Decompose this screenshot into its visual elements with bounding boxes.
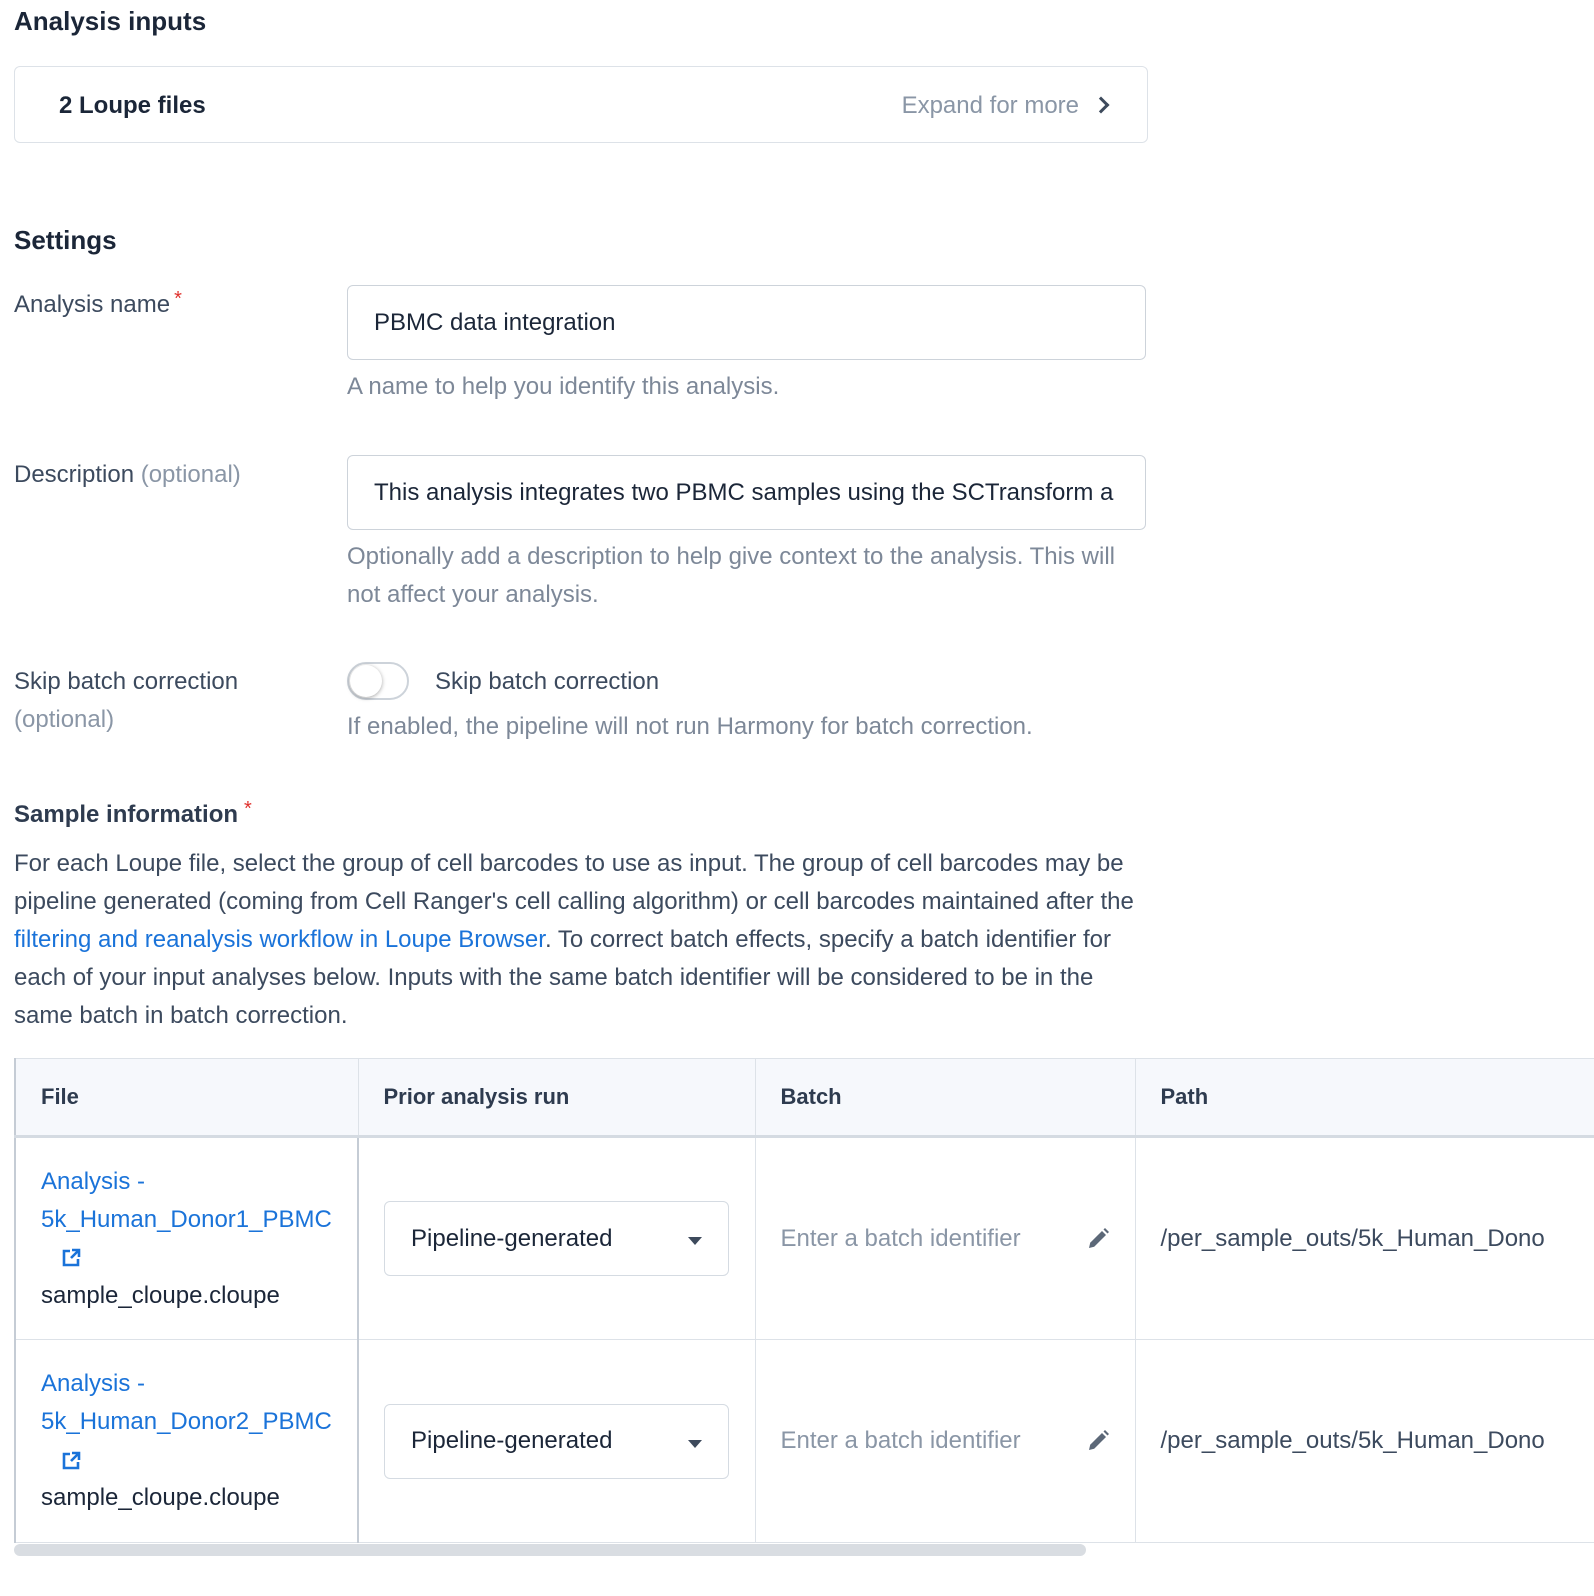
caret-down-icon [688,1440,702,1448]
header-batch: Batch [755,1059,1135,1137]
table-row [15,1340,1594,1543]
toggle-knob [350,665,382,697]
file-name: sample_cloupe.cloupe [41,1484,280,1511]
table-header-row [15,1059,1594,1137]
analysis-name-label: Analysis name * [14,288,182,318]
analysis-name-help: A name to help you identify this analysis. [347,373,780,400]
expand-button[interactable] [902,92,1107,120]
header-file: File [15,1059,358,1137]
sample-table [14,1058,1594,1543]
pencil-icon[interactable] [1086,1227,1110,1251]
caret-down-icon [688,1237,702,1245]
analysis-name-input[interactable] [347,285,1146,360]
batch-cell [755,1340,1135,1543]
prior-analysis-select[interactable] [384,1201,729,1276]
analysis-link[interactable]: Analysis - 5k_Human_Donor2_PBMC [41,1370,332,1435]
select-value: Pipeline-generated [411,1224,613,1252]
skip-batch-help: If enabled, the pipeline will not run Harmony for batch correction. [347,713,1033,740]
loupe-files-count: 2 Loupe files [59,92,206,119]
prior-analysis-cell [358,1340,755,1543]
analysis-name-value: PBMC data integration [374,308,616,336]
description-value: This analysis integrates two PBMC samples using the SCTransform a [374,478,1114,506]
prior-analysis-select[interactable] [384,1404,729,1479]
settings-title: Settings [14,225,117,255]
required-mark: * [244,798,252,820]
horizontal-scrollbar[interactable] [14,1544,1086,1556]
analysis-link[interactable]: Analysis - 5k_Human_Donor1_PBMC [41,1167,332,1233]
filtering-workflow-link[interactable]: filtering and reanalysis workflow in Loupe Browser [14,926,545,953]
external-link-icon[interactable] [61,1248,81,1268]
pencil-icon[interactable] [1086,1429,1110,1453]
description-help: Optionally add a description to help give context to the analysis. This will not affect your analysis. [347,543,1115,608]
description-input[interactable] [347,455,1146,530]
prior-analysis-cell [358,1137,755,1340]
skip-batch-label: Skip batch correction (optional) [14,668,239,733]
batch-input[interactable] [781,1225,1071,1253]
select-value: Pipeline-generated [411,1427,613,1454]
path-cell: /per_sample_outs/5k_Human_Dono [1135,1137,1594,1340]
batch-input[interactable] [781,1427,1071,1455]
sample-info-title: Sample information * [14,798,252,828]
table-row [15,1137,1594,1340]
path-cell: /per_sample_outs/5k_Human_Dono [1135,1340,1594,1543]
external-link-icon[interactable] [61,1451,81,1471]
expand-label: Expand for more [901,92,1079,119]
sample-info-description: For each Loupe file, select the group of cell barcodes to use as input. The group of cell barcodes may be pipeline generated (coming from Cell Ranger's cell calling algorithm) or cell barcodes maintained after the filtering and reanalysis workflow in Loupe Browser. To correct batch effects, specify a batch identifier for each of your input analyses below. Inputs with the same batch identifier will be considered to be in the same batch in batch correction. [14,850,1134,1029]
skip-batch-toggle-label: Skip batch correction [435,668,660,695]
file-name: sample_cloupe.cloupe [41,1281,280,1309]
batch-cell [755,1137,1135,1340]
sample-table-container [14,1058,1594,1544]
optional-tag: (optional) [14,706,115,733]
optional-tag: (optional) [140,461,241,488]
file-cell [15,1340,358,1543]
analysis-inputs-panel[interactable] [14,66,1148,143]
analysis-inputs-title: Analysis inputs [14,6,207,36]
header-prior-analysis: Prior analysis run [358,1059,755,1137]
header-path: Path [1135,1059,1594,1137]
description-label: Description (optional) [14,461,241,488]
file-cell [15,1137,358,1340]
required-mark: * [174,288,182,310]
skip-batch-toggle[interactable] [347,662,409,700]
chevron-right-icon [1093,97,1110,114]
